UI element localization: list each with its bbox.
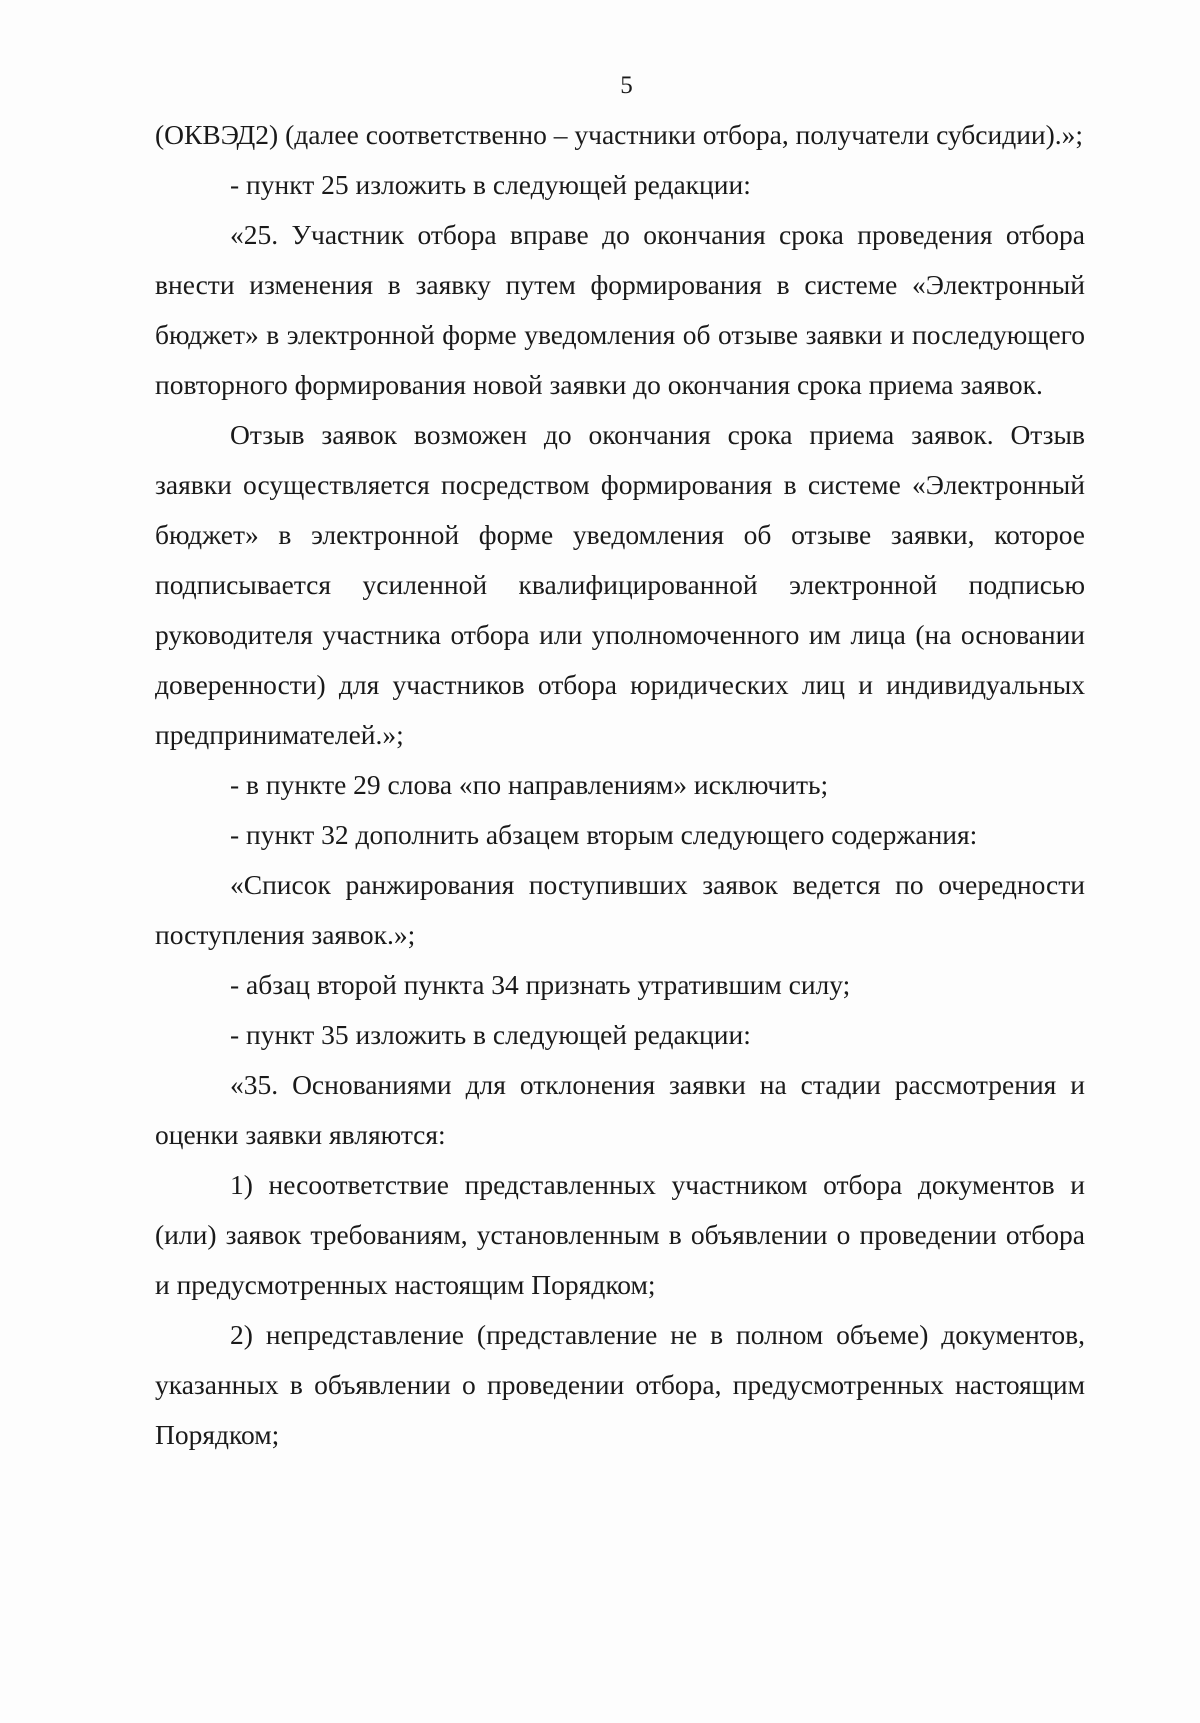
paragraph-item-34: - абзац второй пункта 34 признать утратившим силу; xyxy=(230,969,851,1000)
paragraph-ground-1: 1) несоответствие представленных участником отбора документов и (или) заявок требованиям, установленным в объявлении о проведении отбора и предусмотренных настоящим Порядком; xyxy=(155,1169,1085,1300)
paragraph-item-29: - в пункте 29 слова «по направлениям» исключить; xyxy=(230,769,829,800)
paragraph-okved-continuation: (ОКВЭД2) (далее соответственно – участники отбора, получатели субсидии).»; xyxy=(155,119,1084,150)
page-number: 5 xyxy=(620,72,633,99)
document-body xyxy=(155,110,1085,1460)
paragraph-withdrawal: Отзыв заявок возможен до окончания срока приема заявок. Отзыв заявки осуществляется посредством формирования в системе «Электронный бюджет» в электронной форме уведомления об отзыве заявки, которое подписывается усиленной квалифицированной электронной подписью руководителя участника отбора или уполномоченного им лица (на основании доверенности) для участников отбора юридических лиц и индивидуальных предпринимателей.»; xyxy=(155,419,1085,750)
paragraph-item-32-instruction: - пункт 32 дополнить абзацем вторым следующего содержания: xyxy=(230,819,978,850)
paragraph-item-35-instruction: - пункт 35 изложить в следующей редакции: xyxy=(230,1019,751,1050)
paragraph-item-25-instruction: - пункт 25 изложить в следующей редакции: xyxy=(230,169,751,200)
paragraph-ground-2: 2) непредставление (представление не в полном объеме) документов, указанных в объявлении о проведении отбора, предусмотренных настоящим Порядком; xyxy=(155,1319,1085,1450)
paragraph-ranking-list: «Список ранжирования поступивших заявок ведется по очередности поступления заявок.»; xyxy=(155,869,1085,950)
paragraph-item-25-text: «25. Участник отбора вправе до окончания срока проведения отбора внести изменения в заявку путем формирования в системе «Электронный бюджет» в электронной форме уведомления об отзыве заявки и последующего повторного формирования новой заявки до окончания срока приема заявок. xyxy=(155,219,1085,400)
paragraph-item-35-text: «35. Основаниями для отклонения заявки на стадии рассмотрения и оценки заявки являются: xyxy=(155,1069,1085,1150)
